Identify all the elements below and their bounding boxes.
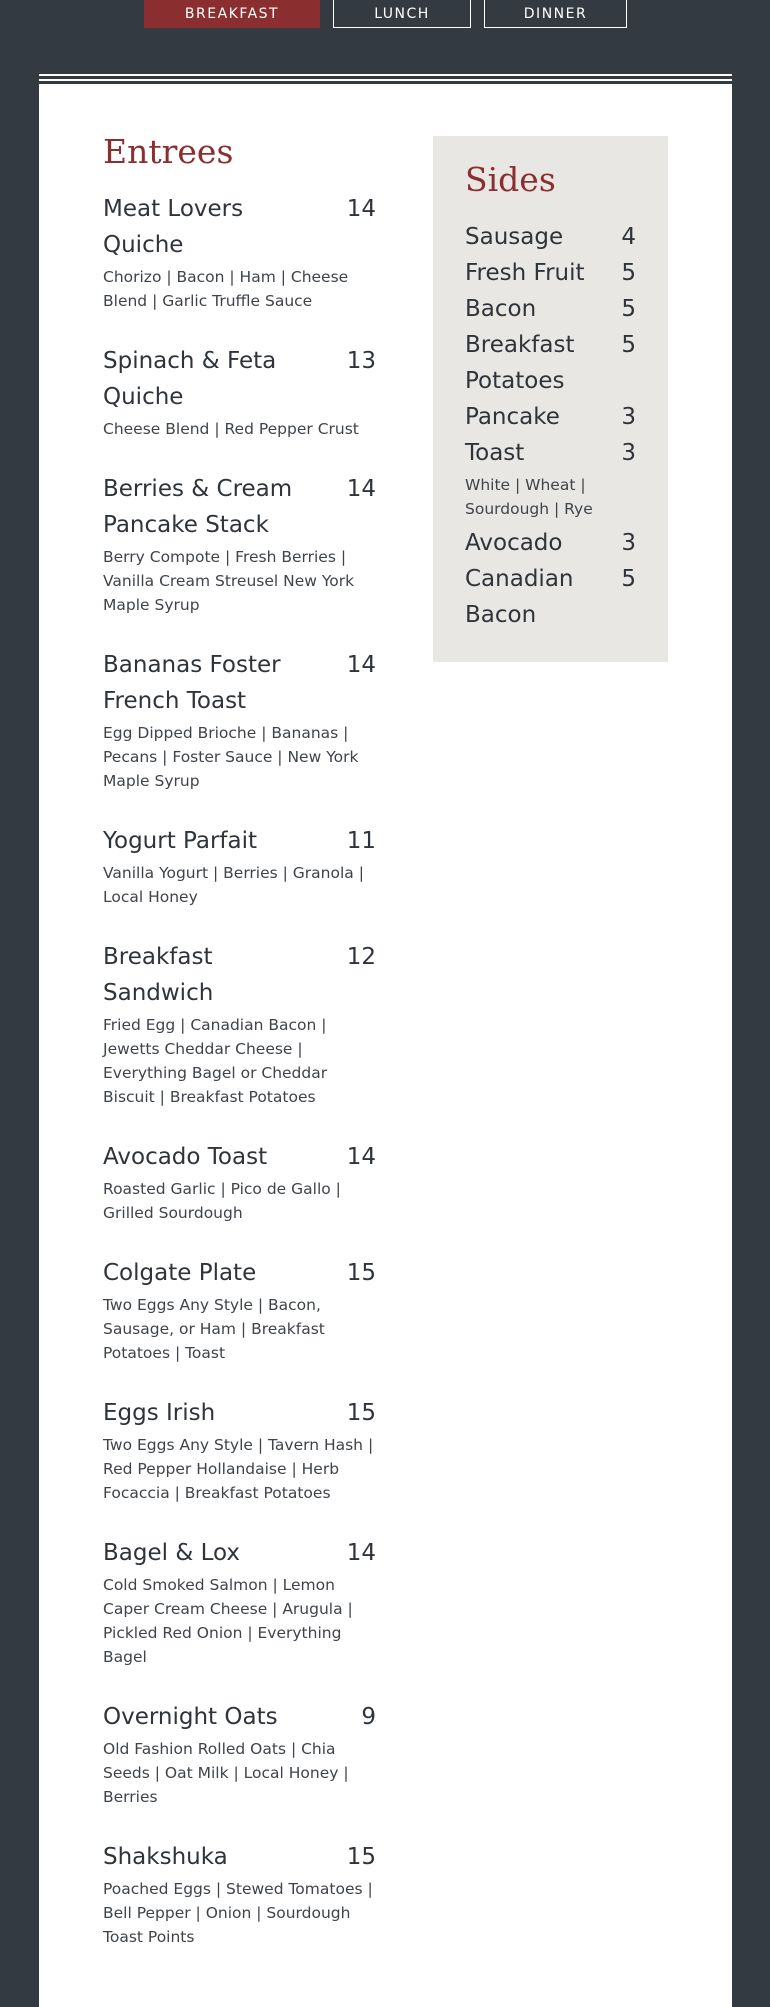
tab-dinner[interactable]: DINNER <box>484 0 627 28</box>
entree-name: Meat Lovers Quiche <box>103 196 244 258</box>
side-name: Toast <box>465 440 525 466</box>
entree-description: Old Fashion Rolled Oats | Chia Seeds | Oat Milk | Local Honey | Berries <box>103 1740 349 1806</box>
entree-description: Berry Compote | Fresh Berries | Vanilla Cream Streusel New York Maple Syrup <box>103 548 355 614</box>
entree-price: 14 <box>346 196 376 222</box>
entree-description: Two Eggs Any Style | Tavern Hash | Red Pepper Hollandaise | Herb Focaccia | Breakfast Potatoes <box>103 1436 374 1502</box>
side-price: 3 <box>621 530 636 556</box>
side-item <box>465 327 636 399</box>
entree-head <box>103 471 376 543</box>
entree-name: Spinach & Feta Quiche <box>103 348 277 410</box>
meal-tabs <box>0 0 770 28</box>
entree-head <box>103 1139 376 1175</box>
entree-head <box>103 1839 376 1875</box>
entree-name: Breakfast Sandwich <box>103 944 214 1006</box>
entree-price: 11 <box>346 828 376 854</box>
side-item <box>465 399 636 435</box>
entree-head <box>103 1395 376 1431</box>
entree-item <box>103 823 376 909</box>
side-row <box>465 561 636 633</box>
side-item <box>465 561 636 633</box>
side-item <box>465 219 636 255</box>
menu-card <box>39 84 732 2007</box>
entree-item <box>103 1139 376 1225</box>
entree-item <box>103 1699 376 1809</box>
entree-price: 14 <box>346 1144 376 1170</box>
side-row <box>465 399 636 435</box>
side-row <box>465 291 636 327</box>
side-price: 5 <box>621 566 636 592</box>
entree-head <box>103 939 376 1011</box>
side-price: 3 <box>621 440 636 466</box>
entree-item <box>103 939 376 1109</box>
side-name: Pancake <box>465 404 560 430</box>
side-name: Avocado <box>465 530 563 556</box>
entree-head <box>103 1699 376 1735</box>
entree-item <box>103 471 376 617</box>
side-row <box>465 219 636 255</box>
entree-description: Cheese Blend | Red Pepper Crust <box>103 420 359 438</box>
header-divider-top <box>39 74 732 76</box>
tab-lunch[interactable]: LUNCH <box>333 0 471 28</box>
side-item <box>465 255 636 291</box>
side-row <box>465 435 636 471</box>
side-list <box>465 219 636 633</box>
side-name: Fresh Fruit <box>465 260 585 286</box>
side-price: 4 <box>621 224 636 250</box>
sides-section <box>433 136 668 662</box>
entree-description: Egg Dipped Brioche | Bananas | Pecans | Foster Sauce | New York Maple Syrup <box>103 724 359 790</box>
entree-description: Vanilla Yogurt | Berries | Granola | Local Honey <box>103 864 364 906</box>
side-item <box>465 525 636 561</box>
entree-head <box>103 823 376 859</box>
entree-head <box>103 1255 376 1291</box>
entree-price: 15 <box>346 1260 376 1286</box>
entree-name: Colgate Plate <box>103 1260 257 1286</box>
entree-description: Roasted Garlic | Pico de Gallo | Grilled Sourdough <box>103 1180 341 1222</box>
entrees-title: Entrees <box>103 132 234 171</box>
entree-price: 14 <box>346 1540 376 1566</box>
side-row <box>465 525 636 561</box>
tab-breakfast[interactable]: BREAKFAST <box>144 0 320 28</box>
entree-price: 15 <box>346 1400 376 1426</box>
entree-item <box>103 1395 376 1505</box>
entree-head <box>103 191 376 263</box>
side-row <box>465 327 636 399</box>
entree-item <box>103 1839 376 1949</box>
entree-name: Eggs Irish <box>103 1400 216 1426</box>
side-price: 3 <box>621 404 636 430</box>
entree-price: 12 <box>346 944 376 970</box>
entree-price: 15 <box>346 1844 376 1870</box>
side-price: 5 <box>621 296 636 322</box>
sides-title: Sides <box>465 160 556 199</box>
entree-head <box>103 647 376 719</box>
entree-description: Fried Egg | Canadian Bacon | Jewetts Cheddar Cheese | Everything Bagel or Cheddar Biscuit | Breakfast Potatoes <box>103 1016 328 1106</box>
entree-description: Cold Smoked Salmon | Lemon Caper Cream Cheese | Arugula | Pickled Red Onion | Everything Bagel <box>103 1576 353 1666</box>
entree-head <box>103 1535 376 1571</box>
side-item <box>465 291 636 327</box>
entree-name: Berries & Cream Pancake Stack <box>103 476 293 538</box>
entree-item <box>103 1255 376 1365</box>
entree-name: Yogurt Parfait <box>103 828 258 854</box>
entree-item <box>103 1535 376 1669</box>
side-item <box>465 435 636 521</box>
entree-price: 9 <box>361 1704 376 1730</box>
header-divider-bottom <box>39 79 732 81</box>
side-name: Breakfast Potatoes <box>465 332 575 394</box>
entree-head <box>103 343 376 415</box>
side-name: Bacon <box>465 296 537 322</box>
entree-item <box>103 191 376 313</box>
entree-price: 14 <box>346 476 376 502</box>
entree-price: 14 <box>346 652 376 678</box>
entree-description: Chorizo | Bacon | Ham | Cheese Blend | Garlic Truffle Sauce <box>103 268 349 310</box>
entree-list <box>103 191 376 1949</box>
entree-price: 13 <box>346 348 376 374</box>
side-name: Sausage <box>465 224 564 250</box>
side-description: White | Wheat | Sourdough | Rye <box>465 476 593 518</box>
side-price: 5 <box>621 332 636 358</box>
entree-name: Avocado Toast <box>103 1144 268 1170</box>
entree-description: Two Eggs Any Style | Bacon, Sausage, or Ham | Breakfast Potatoes | Toast <box>103 1296 325 1362</box>
entree-item <box>103 343 376 441</box>
entree-name: Bagel & Lox <box>103 1540 240 1566</box>
side-row <box>465 255 636 291</box>
entree-name: Shakshuka <box>103 1844 228 1870</box>
entree-name: Overnight Oats <box>103 1704 278 1730</box>
entree-description: Poached Eggs | Stewed Tomatoes | Bell Pepper | Onion | Sourdough Toast Points <box>103 1880 373 1946</box>
entree-item <box>103 647 376 793</box>
entrees-section <box>103 132 376 1979</box>
side-name: Canadian Bacon <box>465 566 574 628</box>
side-price: 5 <box>621 260 636 286</box>
entree-name: Bananas Foster French Toast <box>103 652 281 714</box>
